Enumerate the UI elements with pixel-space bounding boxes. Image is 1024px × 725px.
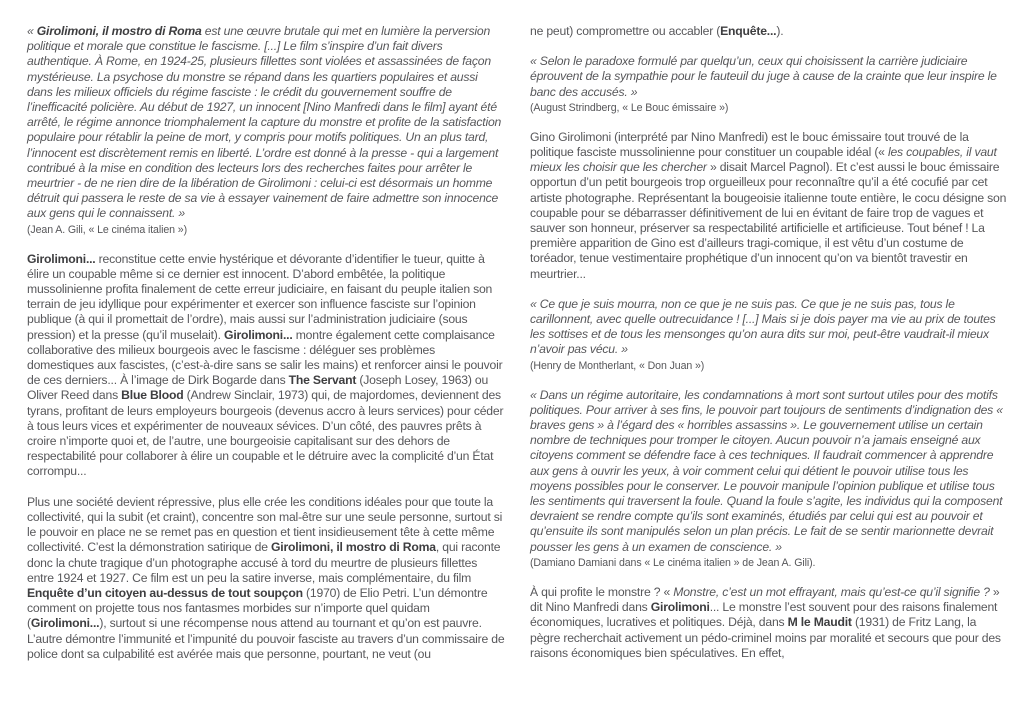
text-run: (August Strindberg, « Le Bouc émissaire ») — [530, 101, 729, 114]
citation-line — [27, 224, 505, 237]
text-run: , qui raconte donc la chute tragique d’un photographe accusé à tord du meurtre de plusieurs fillettes entre 1924 et 1927. Ce film est un peu la satire inverse, mais complémentaire, du film — [27, 540, 501, 585]
emphasized-title-text: Girolimoni... — [224, 327, 293, 342]
text-run: est une œuvre brutale qui met en lumière la perversion politique et morale que constitue le fascisme. [...] Le film s’inspire d’un fait divers authentique. À Rome, en 1924-25, plusieurs fillettes sont violées et assassinées de façon mystérieuse. La psychose du monstre se répand dans les quartiers populaires et aussi dans les milieux officiels du régime fasciste : le crédit du gouvernement souffre de l’inefficacité policière. Au début de 1927, un innocent [Nino Manfredi dans le film] ayant été arrêté, le régime annonce triomphalement la capture du monstre et profite de la satisfaction populaire pour rétablir la peine de mort, y compris pour motifs politiques. Un an plus tard, l’innocent est discrètement remis en liberté. L’ordre est donné à la presse - qui a largement contribué à la mise en condition des lecteurs lors des recherches faites pour arrêter le meurtrier - de ne rien dire de la libération de Girolimoni : celui-ci est désormais un homme détruit qui passera le reste de sa vie à essayer vainement de faire admettre son innocence aux gens qui le connaissent. » — [27, 24, 502, 221]
citation-line — [530, 102, 1008, 115]
text-run: (Damiano Damiani dans « Le cinéma italien » de Jean A. Gili). — [530, 556, 816, 569]
left-column — [27, 24, 505, 725]
text-run: « — [27, 24, 37, 38]
text-run: À qui profite le monstre ? « — [530, 584, 674, 599]
text-run: ... Le monstre l’est souvent pour des raisons finalement économiques, lucratives et politiques. Déjà, dans — [530, 600, 998, 630]
text-run: « Selon le paradoxe formulé par quelqu’un, ceux qui choisissent la carrière judiciaire éprouvent de la sympathie pour le fauteuil du juge à cause de la crainte que leur inspire le banc des accusés. » — [530, 54, 997, 99]
text-run: » dit Nino Manfredi dans — [530, 584, 1000, 615]
right-column — [530, 24, 1008, 725]
text-run: Plus une société devient répressive, plus elle crée les conditions idéales pour que toute la collectivité, qui la subit (et craint), concentre son mal-être sur une seule personne, surtout si le pouvoir en place ne se remet pas en question et tient insidieusement tête à cette même collectivité. C’est la démonstration satirique de — [27, 494, 503, 555]
body-paragraph — [530, 24, 1008, 39]
quote-paragraph — [530, 54, 1008, 100]
emphasized-title-text: Blue Blood — [121, 388, 184, 403]
inline-quote-text: les coupables, il vaut mieux les choisir que les chercher — [530, 145, 997, 175]
inline-quote-text: Monstre, c’est un mot effrayant, mais qu’est-ce qu’il signifie ? — [673, 584, 990, 599]
text-run: ), surtout si une récompense nous attend au tournant et qu’on est pauvre. L’autre démontre l’immunité et l’impunité du pouvoir fasciste au travers d’un commissaire de police dont sa culpabilité est avérée mais que personne, pourtant, ne veut (ou — [27, 616, 505, 661]
text-run: (Joseph Losey, 1963) ou Oliver Reed dans — [27, 373, 489, 403]
text-run: (1970) de Elio Petri. L’un démontre comment on projette tous nos fantasmes morbides sur n’importe quel quidam ( — [27, 585, 488, 631]
emphasized-title-text: Enquête... — [720, 24, 777, 38]
text-run: ne peut) compromettre ou accabler ( — [530, 24, 721, 38]
emphasized-title-text: M le Maudit — [787, 615, 852, 630]
text-run: (Jean A. Gili, « Le cinéma italien ») — [27, 223, 187, 236]
emphasized-title-text: Enquête d’un citoyen au-dessus de tout soupçon — [27, 585, 303, 600]
text-run: reconstitue cette envie hystérique et dévorante d’identifier le tueur, quitte à élire un coupable même si ce dernier est innocent. D’abord embêtée, la politique mussolinienne profita finalement de cette erreur judiciaire, en faisant du peuple italien son terrain de jeu idyllique pour expérimenter et exercer son influence fasciste sur l’opinion publique (à qui il promettait de l’ordre), mais aussi sur l’administration judiciaire (sous pression) et la presse (qu’il muselait). — [27, 251, 493, 342]
text-run: ). — [776, 24, 784, 38]
quote-paragraph — [27, 24, 505, 222]
body-paragraph — [530, 130, 1008, 282]
text-run: Gino Girolimoni (interprété par Nino Manfredi) est le bouc émissaire tout trouvé de la politique fasciste mussolinienne pour constituer un coupable idéal (« — [530, 129, 969, 160]
quote-paragraph — [530, 297, 1008, 358]
text-run: (1931) de Fritz Lang, la pègre recherchait activement un pédo-criminel moins par moralité et secours que pour des raisons économiques bien spéculatives. En effet, — [530, 615, 1001, 660]
text-run: montre également cette complaisance collaborative des milieux bourgeois avec le fascisme : déléguer ses problèmes domestiques aux fascistes, (c’est-à-dire sans se salir les mains) et renforcer ainsi le pouvoir de ces derniers... À l’image de Dirk Bogarde dans — [27, 327, 503, 388]
emphasized-title-text: Girolimoni, il mostro di Roma — [36, 24, 202, 38]
emphasized-title-text: Girolimoni... — [27, 251, 96, 266]
text-run: » disait Marcel Pagnol). Et c’est aussi le bouc émissaire opportun d’un petit bourgeois trop orgueilleux pour reconnaître qu’il a été cocufié par cet artiste photographe. Représentant la bougeoisie italienne toute entière, le cocu désigne son coupable pour se débarrasser définitivement de lui en évitant de faire trop de vagues et sauver son honneur, préserver sa respectabilité artificielle et artificieuse. Tout bénef ! La première apparition de Gino est d’ailleurs tragi-comique, il est vêtu d’un costume de toréador, tenue vestimentaire prophétique d’un innocent qu’on va bientôt travestir en meurtrier... — [530, 160, 1007, 281]
text-run: « Ce que je suis mourra, non ce que je ne suis pas. Ce que je ne suis pas, tous le carillonnent, avec quelle outrecuidance ! [...] Mais si je dois payer ma vie au prix de toutes les sottises et de tous les mensonges qu’on aura dits sur moi, peut-être vaudrait-il mieux n’avoir pas vécu. » — [530, 296, 996, 357]
text-run: « Dans un régime autoritaire, les condamnations à mort sont surtout utiles pour des motifs politiques. Pour arriver à ses fins, le pouvoir part toujours de sentiments d’indignation des « braves gens » à l’égard des « horribles assassins ». Le gouvernement utilise un certain nombre de techniques pour tromper le citoyen. Aucun pouvoir n’a jamais enseigné aux citoyens comment se défendre face à ces techniques. Il faudrait commencer à apprendre aux gens à ouvrir les yeux, à voir comment celui qui détient le pouvoir utilise tous les moyens possibles pour le conserver. Le pouvoir manipule l’opinion publique et utilise tous les sentiments qui traversent la foule. Quand la foule s’agite, les individus qui la composent devraient se rendre compte qu’ils sont examinés, étudiés par celui qui est au pouvoir et qu’ensuite ils sont manipulés selon un plan précis. Le fait de se sentir marionnette devrait pousser les gens à un examen de conscience. » — [530, 387, 1003, 554]
quote-paragraph — [530, 388, 1008, 555]
text-run: (Henry de Montherlant, « Don Juan ») — [530, 359, 705, 372]
emphasized-title-text: The Servant — [288, 373, 357, 388]
emphasized-title-text: Girolimoni... — [30, 616, 100, 631]
body-paragraph — [27, 252, 505, 480]
citation-line — [530, 360, 1008, 373]
citation-line — [530, 557, 1008, 570]
text-run: (Andrew Sinclair, 1973) qui, de majordomes, deviennent des tyrans, profitant de leurs employeurs bourgeois (devenus accro à leurs services) pour céder à tous leurs vices et expérimenter de nouveaux sévices. D’un côté, des pauvres prêts à croire n’importe quoi et, de l’autre, une bourgeoisie capitalisant sur des dehors de respectabilité pour collaborer à élire un coupable et le détruire avec la complicité d’un État corrompu... — [27, 388, 504, 479]
emphasized-title-text: Girolimoni, il mostro di Roma — [271, 540, 436, 555]
emphasized-title-text: Girolimoni — [650, 600, 710, 615]
body-paragraph — [530, 585, 1008, 661]
body-paragraph — [27, 495, 505, 662]
